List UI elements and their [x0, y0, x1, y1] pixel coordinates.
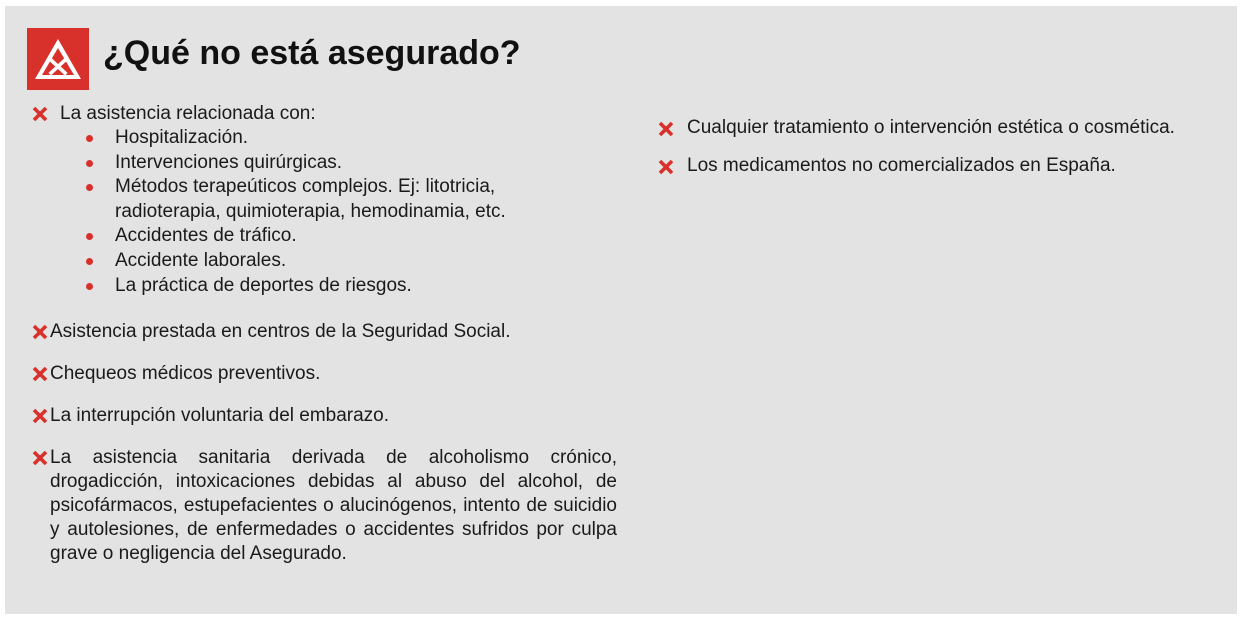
x-mark-icon: [31, 407, 49, 425]
excluded-item: [31, 362, 617, 386]
excluded-item-text: La asistencia relacionada con:: [60, 103, 316, 124]
x-mark-icon: [31, 323, 49, 341]
excluded-item-text: Cualquier tratamiento o intervención estética o cosmética.: [687, 117, 1175, 138]
excluded-item-text: Asistencia prestada en centros de la Seguridad Social.: [50, 321, 511, 342]
excluded-item: [31, 446, 617, 566]
warning-triangle-x-icon: [27, 28, 89, 90]
red-dot-icon: [86, 135, 93, 142]
list-item: Intervenciones quirúrgicas.: [65, 151, 631, 176]
x-mark-icon: [31, 449, 49, 467]
red-dot-icon: [86, 184, 93, 191]
excluded-item-text: Los medicamentos no comercializados en España.: [687, 155, 1116, 176]
list-item: Hospitalización.: [65, 126, 631, 151]
excluded-item-text: Chequeos médicos preventivos.: [50, 363, 321, 384]
list-item: Métodos terapeúticos complejos. Ej: litotricia, radioterapia, quimioterapia, hemodinamia, etc.: [65, 175, 631, 224]
content-panel: [5, 6, 1237, 614]
excluded-item: [31, 320, 617, 344]
list-item: Accidente laborales.: [65, 249, 631, 274]
excluded-item-text: La interrupción voluntaria del embarazo.: [50, 405, 390, 426]
excluded-item: [657, 116, 1237, 140]
red-dot-icon: [86, 283, 93, 290]
x-mark-icon: [31, 365, 49, 383]
x-mark-icon: [657, 158, 675, 176]
red-dot-icon: [86, 258, 93, 265]
bullet-list: [65, 126, 631, 298]
list-item: Accidentes de tráfico.: [65, 224, 631, 249]
list-item: La práctica de deportes de riesgos.: [65, 274, 631, 299]
excluded-item: [31, 404, 617, 428]
excluded-item: [657, 154, 1237, 178]
red-dot-icon: [86, 160, 93, 167]
page-title: ¿Qué no está asegurado?: [103, 34, 521, 72]
red-dot-icon: [86, 233, 93, 240]
excluded-item-text: La asistencia sanitaria derivada de alcoholismo crónico, drogadicción, intoxicaciones debidas al abuso del alcohol, de psicofármacos, estupefacientes o alucinógenos, intento de suicidio y autolesiones, de enfermedades o accidentes sufridos por culpa grave o negligencia del Asegurado.: [50, 447, 617, 564]
x-mark-icon: [657, 120, 675, 138]
x-mark-icon: [31, 105, 49, 123]
excluded-item-main: [31, 102, 631, 298]
